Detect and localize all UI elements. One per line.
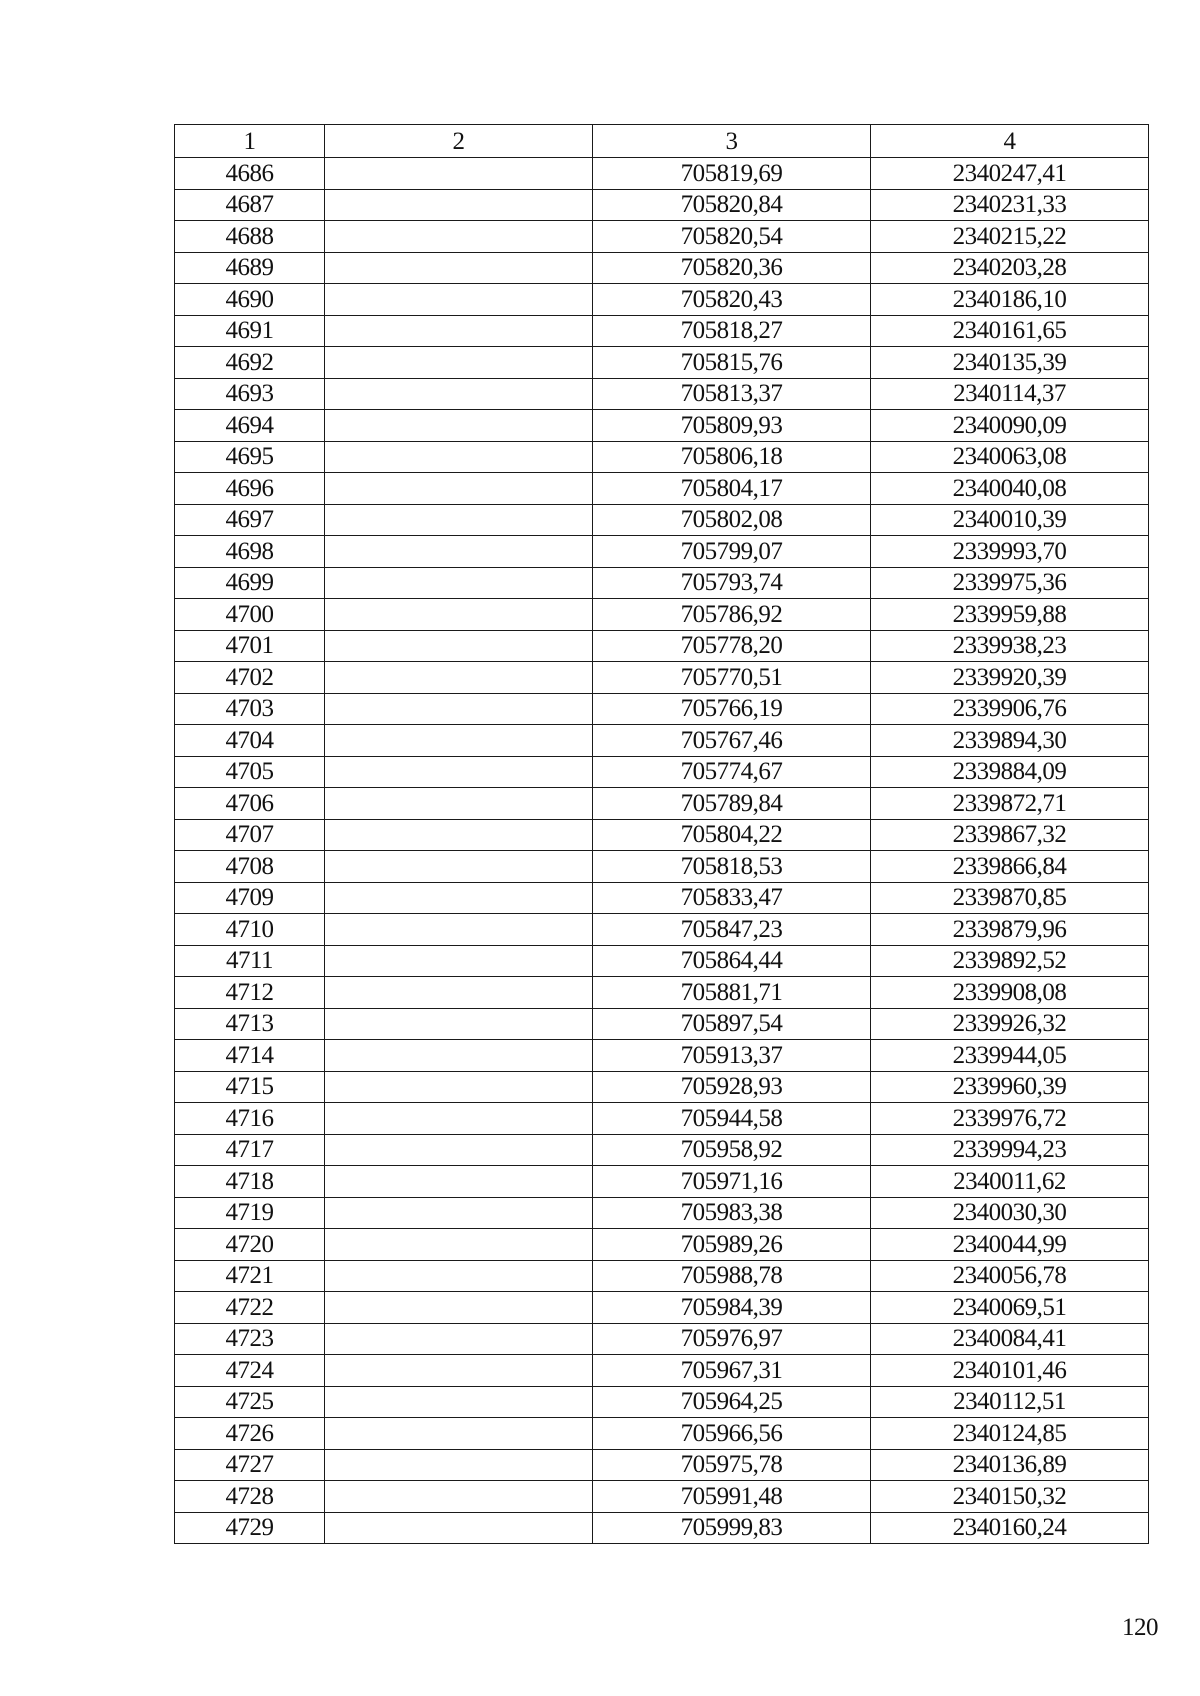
y-coordinate-cell: 2340215,22: [871, 221, 1149, 253]
x-coordinate-cell: 705806,18: [593, 441, 871, 473]
point-number-cell: 4723: [175, 1323, 325, 1355]
empty-cell: [325, 189, 593, 221]
table-row: [175, 914, 1149, 946]
empty-cell: [325, 1449, 593, 1481]
y-coordinate-cell: 2339872,71: [871, 788, 1149, 820]
empty-cell: [325, 1481, 593, 1513]
y-coordinate-cell: 2340090,09: [871, 410, 1149, 442]
y-coordinate-cell: 2339867,32: [871, 819, 1149, 851]
empty-cell: [325, 630, 593, 662]
y-coordinate-cell: 2340101,46: [871, 1355, 1149, 1387]
point-number-cell: 4714: [175, 1040, 325, 1072]
point-number-cell: 4715: [175, 1071, 325, 1103]
empty-cell: [325, 567, 593, 599]
table-row: [175, 410, 1149, 442]
x-coordinate-cell: 705818,27: [593, 315, 871, 347]
point-number-cell: 4696: [175, 473, 325, 505]
empty-cell: [325, 1040, 593, 1072]
x-coordinate-cell: 705913,37: [593, 1040, 871, 1072]
empty-cell: [325, 536, 593, 568]
point-number-cell: 4729: [175, 1512, 325, 1544]
empty-cell: [325, 441, 593, 473]
y-coordinate-cell: 2339994,23: [871, 1134, 1149, 1166]
empty-cell: [325, 914, 593, 946]
empty-cell: [325, 1292, 593, 1324]
x-coordinate-cell: 705967,31: [593, 1355, 871, 1387]
table-row: [175, 1071, 1149, 1103]
empty-cell: [325, 284, 593, 316]
table-row: [175, 819, 1149, 851]
point-number-cell: 4703: [175, 693, 325, 725]
empty-cell: [325, 1260, 593, 1292]
empty-cell: [325, 1197, 593, 1229]
table-row: [175, 1449, 1149, 1481]
point-number-cell: 4724: [175, 1355, 325, 1387]
x-coordinate-cell: 705809,93: [593, 410, 871, 442]
table-row: [175, 252, 1149, 284]
y-coordinate-cell: 2339884,09: [871, 756, 1149, 788]
y-coordinate-cell: 2340011,62: [871, 1166, 1149, 1198]
point-number-cell: 4713: [175, 1008, 325, 1040]
empty-cell: [325, 315, 593, 347]
x-coordinate-cell: 705881,71: [593, 977, 871, 1009]
y-coordinate-cell: 2340231,33: [871, 189, 1149, 221]
coordinates-table: [174, 124, 1149, 1544]
x-coordinate-cell: 705928,93: [593, 1071, 871, 1103]
y-coordinate-cell: 2339892,52: [871, 945, 1149, 977]
x-coordinate-cell: 705964,25: [593, 1386, 871, 1418]
y-coordinate-cell: 2339960,39: [871, 1071, 1149, 1103]
x-coordinate-cell: 705793,74: [593, 567, 871, 599]
header-col-1: 1: [175, 125, 325, 158]
x-coordinate-cell: 705799,07: [593, 536, 871, 568]
point-number-cell: 4726: [175, 1418, 325, 1450]
table-row: [175, 756, 1149, 788]
x-coordinate-cell: 705988,78: [593, 1260, 871, 1292]
x-coordinate-cell: 705999,83: [593, 1512, 871, 1544]
point-number-cell: 4691: [175, 315, 325, 347]
x-coordinate-cell: 705802,08: [593, 504, 871, 536]
y-coordinate-cell: 2340010,39: [871, 504, 1149, 536]
point-number-cell: 4706: [175, 788, 325, 820]
empty-cell: [325, 1418, 593, 1450]
y-coordinate-cell: 2340030,30: [871, 1197, 1149, 1229]
table-row: [175, 1292, 1149, 1324]
empty-cell: [325, 882, 593, 914]
empty-cell: [325, 725, 593, 757]
point-number-cell: 4721: [175, 1260, 325, 1292]
x-coordinate-cell: 705989,26: [593, 1229, 871, 1261]
y-coordinate-cell: 2340114,37: [871, 378, 1149, 410]
point-number-cell: 4687: [175, 189, 325, 221]
empty-cell: [325, 1229, 593, 1261]
x-coordinate-cell: 705966,56: [593, 1418, 871, 1450]
point-number-cell: 4716: [175, 1103, 325, 1135]
empty-cell: [325, 252, 593, 284]
empty-cell: [325, 662, 593, 694]
header-col-4: 4: [871, 125, 1149, 158]
empty-cell: [325, 788, 593, 820]
y-coordinate-cell: 2339866,84: [871, 851, 1149, 883]
x-coordinate-cell: 705774,67: [593, 756, 871, 788]
x-coordinate-cell: 705789,84: [593, 788, 871, 820]
table-row: [175, 1008, 1149, 1040]
table-row: [175, 1323, 1149, 1355]
x-coordinate-cell: 705833,47: [593, 882, 871, 914]
header-row: [175, 125, 1149, 158]
y-coordinate-cell: 2340069,51: [871, 1292, 1149, 1324]
table-row: [175, 1481, 1149, 1513]
x-coordinate-cell: 705897,54: [593, 1008, 871, 1040]
x-coordinate-cell: 705983,38: [593, 1197, 871, 1229]
y-coordinate-cell: 2339976,72: [871, 1103, 1149, 1135]
empty-cell: [325, 1512, 593, 1544]
x-coordinate-cell: 705804,22: [593, 819, 871, 851]
table-row: [175, 977, 1149, 1009]
empty-cell: [325, 504, 593, 536]
point-number-cell: 4707: [175, 819, 325, 851]
table-row: [175, 504, 1149, 536]
table-row: [175, 441, 1149, 473]
table-row: [175, 378, 1149, 410]
table-row: [175, 1386, 1149, 1418]
point-number-cell: 4708: [175, 851, 325, 883]
x-coordinate-cell: 705820,36: [593, 252, 871, 284]
empty-cell: [325, 158, 593, 190]
point-number-cell: 4701: [175, 630, 325, 662]
empty-cell: [325, 1134, 593, 1166]
x-coordinate-cell: 705767,46: [593, 725, 871, 757]
empty-cell: [325, 756, 593, 788]
x-coordinate-cell: 705820,43: [593, 284, 871, 316]
point-number-cell: 4725: [175, 1386, 325, 1418]
empty-cell: [325, 1323, 593, 1355]
table-row: [175, 945, 1149, 977]
x-coordinate-cell: 705976,97: [593, 1323, 871, 1355]
x-coordinate-cell: 705975,78: [593, 1449, 871, 1481]
point-number-cell: 4720: [175, 1229, 325, 1261]
point-number-cell: 4722: [175, 1292, 325, 1324]
y-coordinate-cell: 2340040,08: [871, 473, 1149, 505]
empty-cell: [325, 1008, 593, 1040]
empty-cell: [325, 1071, 593, 1103]
y-coordinate-cell: 2340112,51: [871, 1386, 1149, 1418]
empty-cell: [325, 378, 593, 410]
empty-cell: [325, 819, 593, 851]
point-number-cell: 4697: [175, 504, 325, 536]
point-number-cell: 4704: [175, 725, 325, 757]
y-coordinate-cell: 2340186,10: [871, 284, 1149, 316]
y-coordinate-cell: 2340056,78: [871, 1260, 1149, 1292]
table-row: [175, 599, 1149, 631]
point-number-cell: 4695: [175, 441, 325, 473]
point-number-cell: 4690: [175, 284, 325, 316]
table-header: [175, 125, 1149, 158]
table-row: [175, 567, 1149, 599]
y-coordinate-cell: 2339993,70: [871, 536, 1149, 568]
page-number: 120: [1122, 1614, 1158, 1641]
empty-cell: [325, 1103, 593, 1135]
table-row: [175, 1355, 1149, 1387]
point-number-cell: 4717: [175, 1134, 325, 1166]
table-row: [175, 1197, 1149, 1229]
table-row: [175, 536, 1149, 568]
empty-cell: [325, 221, 593, 253]
table-row: [175, 693, 1149, 725]
x-coordinate-cell: 705818,53: [593, 851, 871, 883]
y-coordinate-cell: 2340150,32: [871, 1481, 1149, 1513]
table-row: [175, 630, 1149, 662]
y-coordinate-cell: 2339906,76: [871, 693, 1149, 725]
empty-cell: [325, 1386, 593, 1418]
table-row: [175, 221, 1149, 253]
y-coordinate-cell: 2340084,41: [871, 1323, 1149, 1355]
empty-cell: [325, 977, 593, 1009]
table-row: [175, 1103, 1149, 1135]
empty-cell: [325, 473, 593, 505]
point-number-cell: 4692: [175, 347, 325, 379]
table-row: [175, 315, 1149, 347]
point-number-cell: 4719: [175, 1197, 325, 1229]
table-row: [175, 725, 1149, 757]
empty-cell: [325, 599, 593, 631]
table-row: [175, 662, 1149, 694]
point-number-cell: 4718: [175, 1166, 325, 1198]
table-row: [175, 1418, 1149, 1450]
x-coordinate-cell: 705819,69: [593, 158, 871, 190]
y-coordinate-cell: 2340063,08: [871, 441, 1149, 473]
table-row: [175, 158, 1149, 190]
x-coordinate-cell: 705820,84: [593, 189, 871, 221]
x-coordinate-cell: 705804,17: [593, 473, 871, 505]
y-coordinate-cell: 2339938,23: [871, 630, 1149, 662]
x-coordinate-cell: 705815,76: [593, 347, 871, 379]
y-coordinate-cell: 2340203,28: [871, 252, 1149, 284]
point-number-cell: 4700: [175, 599, 325, 631]
x-coordinate-cell: 705944,58: [593, 1103, 871, 1135]
y-coordinate-cell: 2340161,65: [871, 315, 1149, 347]
empty-cell: [325, 693, 593, 725]
y-coordinate-cell: 2340247,41: [871, 158, 1149, 190]
point-number-cell: 4709: [175, 882, 325, 914]
x-coordinate-cell: 705770,51: [593, 662, 871, 694]
table-row: [175, 1512, 1149, 1544]
point-number-cell: 4698: [175, 536, 325, 568]
table-row: [175, 347, 1149, 379]
y-coordinate-cell: 2339975,36: [871, 567, 1149, 599]
point-number-cell: 4694: [175, 410, 325, 442]
empty-cell: [325, 410, 593, 442]
y-coordinate-cell: 2340160,24: [871, 1512, 1149, 1544]
empty-cell: [325, 1166, 593, 1198]
y-coordinate-cell: 2339926,32: [871, 1008, 1149, 1040]
y-coordinate-cell: 2339959,88: [871, 599, 1149, 631]
point-number-cell: 4686: [175, 158, 325, 190]
point-number-cell: 4702: [175, 662, 325, 694]
table-row: [175, 1166, 1149, 1198]
point-number-cell: 4728: [175, 1481, 325, 1513]
table-row: [175, 851, 1149, 883]
y-coordinate-cell: 2339879,96: [871, 914, 1149, 946]
point-number-cell: 4712: [175, 977, 325, 1009]
x-coordinate-cell: 705984,39: [593, 1292, 871, 1324]
header-col-2: 2: [325, 125, 593, 158]
x-coordinate-cell: 705766,19: [593, 693, 871, 725]
x-coordinate-cell: 705813,37: [593, 378, 871, 410]
x-coordinate-cell: 705786,92: [593, 599, 871, 631]
point-number-cell: 4705: [175, 756, 325, 788]
point-number-cell: 4689: [175, 252, 325, 284]
y-coordinate-cell: 2340044,99: [871, 1229, 1149, 1261]
y-coordinate-cell: 2339908,08: [871, 977, 1149, 1009]
y-coordinate-cell: 2339870,85: [871, 882, 1149, 914]
point-number-cell: 4699: [175, 567, 325, 599]
empty-cell: [325, 945, 593, 977]
y-coordinate-cell: 2339894,30: [871, 725, 1149, 757]
y-coordinate-cell: 2339944,05: [871, 1040, 1149, 1072]
table-row: [175, 788, 1149, 820]
point-number-cell: 4711: [175, 945, 325, 977]
x-coordinate-cell: 705971,16: [593, 1166, 871, 1198]
empty-cell: [325, 851, 593, 883]
table-row: [175, 1260, 1149, 1292]
table-body: [175, 158, 1149, 1544]
y-coordinate-cell: 2340135,39: [871, 347, 1149, 379]
point-number-cell: 4727: [175, 1449, 325, 1481]
x-coordinate-cell: 705820,54: [593, 221, 871, 253]
header-col-3: 3: [593, 125, 871, 158]
y-coordinate-cell: 2340124,85: [871, 1418, 1149, 1450]
x-coordinate-cell: 705847,23: [593, 914, 871, 946]
table-row: [175, 284, 1149, 316]
point-number-cell: 4710: [175, 914, 325, 946]
y-coordinate-cell: 2340136,89: [871, 1449, 1149, 1481]
x-coordinate-cell: 705958,92: [593, 1134, 871, 1166]
x-coordinate-cell: 705778,20: [593, 630, 871, 662]
y-coordinate-cell: 2339920,39: [871, 662, 1149, 694]
table-row: [175, 473, 1149, 505]
x-coordinate-cell: 705991,48: [593, 1481, 871, 1513]
point-number-cell: 4688: [175, 221, 325, 253]
point-number-cell: 4693: [175, 378, 325, 410]
table-row: [175, 1229, 1149, 1261]
empty-cell: [325, 1355, 593, 1387]
table-row: [175, 882, 1149, 914]
x-coordinate-cell: 705864,44: [593, 945, 871, 977]
empty-cell: [325, 347, 593, 379]
table-row: [175, 189, 1149, 221]
table-row: [175, 1134, 1149, 1166]
table-row: [175, 1040, 1149, 1072]
